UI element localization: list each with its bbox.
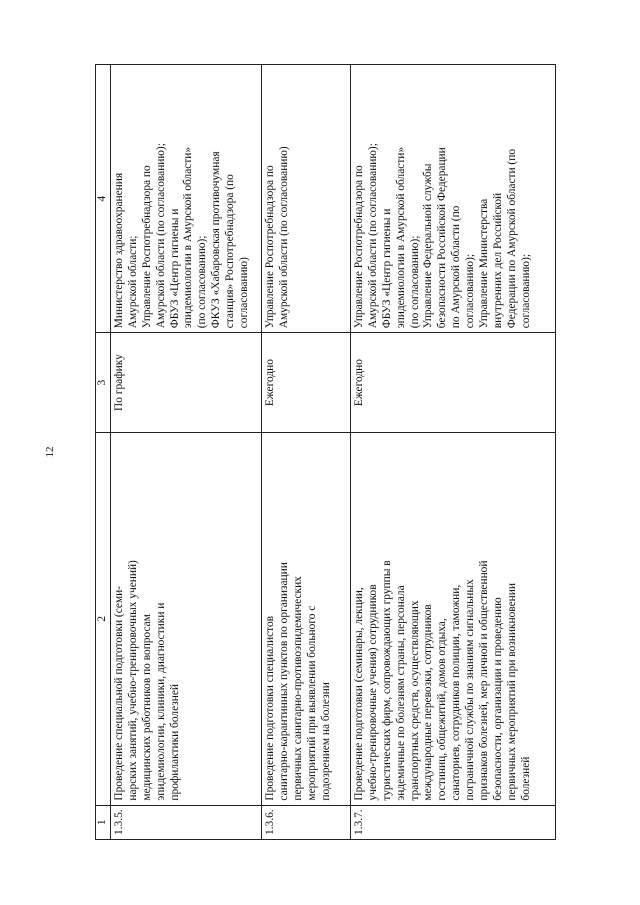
table-row	[110, 65, 261, 840]
text-line: Проведение подготовки специалистов	[263, 615, 276, 801]
term-cell: По графику	[110, 333, 261, 433]
text-line: нарских занятий, учебно-тренировочных учений)	[126, 560, 139, 801]
text-line: (по согласованию);	[408, 235, 421, 329]
text-line: транспортных средств, осуществляющих	[408, 600, 421, 801]
text-line: болезней	[519, 756, 532, 801]
text-line: первичных санитарно-противоэпидемических	[291, 576, 304, 801]
text-line: эндемичные по болезням страны, персонала	[394, 585, 407, 801]
text-line: Управление Министерства	[478, 198, 491, 329]
activity-cell	[110, 432, 261, 805]
text-line: ФБУЗ «Центр гигиены и	[380, 208, 393, 329]
row-number: 1.3.5.	[110, 805, 261, 839]
text-line: санитарно-карантинных пунктов по организации	[277, 562, 290, 801]
document-body	[95, 64, 575, 840]
text-line: Проведение специальной подготовки (семи-	[112, 585, 125, 801]
text-line: признаков болезней, мер личной и общественной	[478, 560, 491, 801]
text-line: пограничной службы по знаниям сигнальных	[464, 579, 477, 801]
executors-cell	[261, 65, 350, 333]
text-line: мероприятий при выявлении больного с	[305, 605, 318, 801]
text-line: Амурской области (по согласованию);	[154, 143, 167, 329]
text-line: Управление Роспотребнадзора по	[140, 165, 153, 329]
executors-cell	[110, 65, 261, 333]
text-line: туристических фирм, сопровождающих группы в	[380, 560, 393, 801]
table-header	[96, 65, 111, 840]
term-cell: Ежегодно	[350, 333, 555, 433]
text-line: Амурской области;	[126, 235, 139, 329]
executors-cell	[350, 65, 555, 333]
text-line: подозрением на болезни	[319, 682, 332, 801]
schedule-table	[95, 64, 556, 840]
text-line: ФБУЗ «Центр гигиены и	[168, 208, 181, 329]
activity-cell	[261, 432, 350, 805]
text-line: международные перевозки, сотрудников	[422, 604, 435, 801]
text-line: согласованию);	[464, 253, 477, 329]
text-line: ФКУЗ «Хабаровская противочумная	[210, 151, 223, 329]
text-line: первичных мероприятий при возникновении	[505, 583, 518, 801]
text-line: Амурской области (по согласованию);	[366, 143, 379, 329]
text-line: гостиниц, общежитий, домов отдыха,	[436, 618, 449, 801]
text-line: учебно-тренировочные учения) сотрудников	[366, 584, 379, 801]
header-col-3: 3	[96, 333, 111, 433]
text-line: медицинских работников по вопросам	[140, 614, 153, 801]
text-line: безопасности, организации и проведению	[491, 597, 504, 801]
text-line: по Амурской области (по	[450, 205, 463, 329]
activity-cell	[350, 432, 555, 805]
table-row	[350, 65, 555, 840]
text-line: согласованию)	[238, 257, 251, 329]
header-col-4: 4	[96, 65, 111, 333]
text-line: Проведение подготовки (семинары, лекции,	[352, 587, 365, 801]
text-line: безопасности Российской Федерации	[436, 147, 449, 329]
text-line: Управление Роспотребнадзора по	[352, 165, 365, 329]
text-line: станция» Роспотребнадзора (по	[224, 174, 237, 329]
text-line: внутренних дел Российской	[491, 192, 504, 329]
term-cell: Ежегодно	[261, 333, 350, 433]
text-line: Амурской области (по согласованию)	[277, 146, 290, 329]
text-line: Управление Роспотребнадзора по	[263, 165, 276, 329]
table-row	[261, 65, 350, 840]
text-line: профилактики болезней	[168, 683, 181, 801]
row-number: 1.3.7.	[350, 805, 555, 839]
text-line: Федерации по Амурской области (по	[505, 148, 518, 329]
text-line: эпидемиологии в Амурской области»	[394, 146, 407, 329]
text-line: эпидемиологии, клиники, диагностики и	[154, 602, 167, 801]
text-line: Министерство здравоохранения	[112, 172, 125, 329]
text-line: Управление Федеральной службы	[422, 163, 435, 329]
text-line: (по согласованию);	[196, 235, 209, 329]
header-col-2: 2	[96, 432, 111, 805]
page-number: 12	[44, 446, 56, 458]
text-line: согласованию);	[519, 253, 532, 329]
text-line: эпидемиологии в Амурской области»	[182, 146, 195, 329]
row-number: 1.3.6.	[261, 805, 350, 839]
header-col-1: 1	[96, 805, 111, 839]
text-line: санаториев, сотрудников полиции, таможни,	[450, 584, 463, 801]
